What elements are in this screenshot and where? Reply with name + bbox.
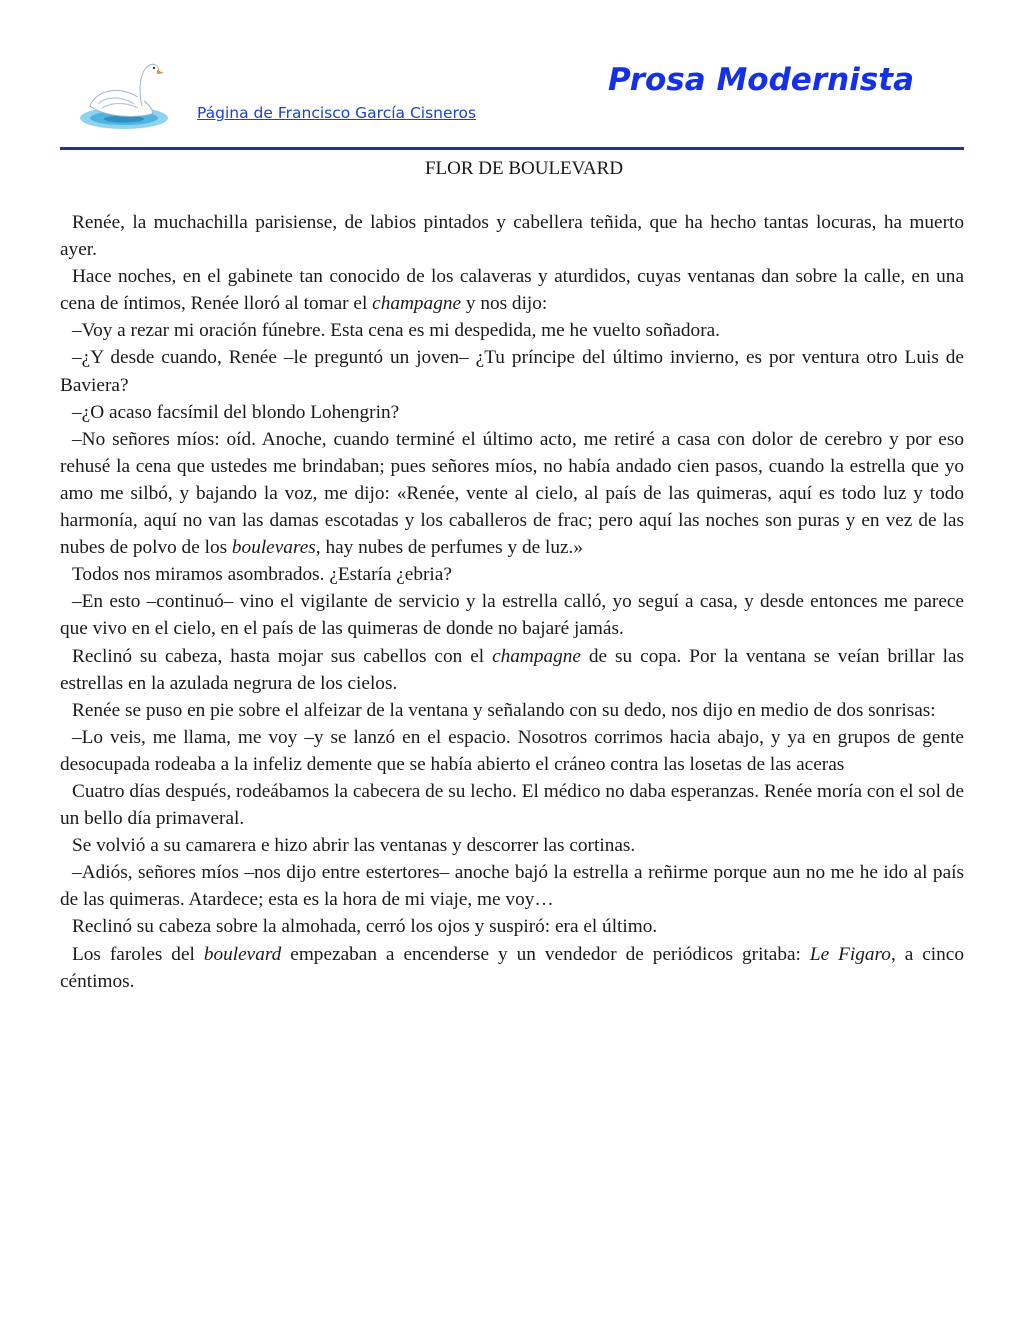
story-paragraph: –No señores míos: oíd. Anoche, cuando terminé el último acto, me retiré a casa con dolor de cerebro y por eso rehusé la cena que ustedes me brindaban; pues señores míos, no había andado cien pasos, cuando la estrella que yo amo me silbó, y bajando la voz, me dijo: «Renée, vente al cielo, al país de las quimeras, aquí es todo luz y todo harmonía, aquí no van las damas escotadas y los caballeros de frac; pero aquí las noches son puras y en vez de las nubes de polvo de los boulevares, hay nubes de perfumes y de luz.» bbox=[60, 428, 964, 559]
header-divider bbox=[60, 147, 964, 150]
story-paragraph: –En esto –continuó– vino el vigilante de servicio y la estrella calló, yo seguí a casa, y desde entonces me parece que vivo en el cielo, en el país de las quimeras de donde no bajaré jamás. bbox=[60, 591, 964, 640]
italic-text: champagne bbox=[372, 293, 462, 315]
story-paragraph: Cuatro días después, rodeábamos la cabecera de su lecho. El médico no daba esperanzas. Renée moría con el sol de un bello día primaveral. bbox=[60, 780, 964, 830]
story-paragraph: Hace noches, en el gabinete tan conocido de los calaveras y aturdidos, cuyas ventanas dan sobre la calle, en una cena de íntimos, Renée lloró al tomar el champagne y nos dijo: bbox=[60, 266, 964, 315]
story-paragraph: –¿Y desde cuando, Renée –le preguntó un joven– ¿Tu príncipe del último invierno, es por ventura otro Luis de Baviera? bbox=[60, 347, 964, 396]
story-paragraph: –¿O acaso facsímil del blondo Lohengrin? bbox=[72, 401, 400, 423]
story-paragraph: Reclinó su cabeza sobre la almohada, cerró los ojos y suspiró: era el último. bbox=[72, 916, 658, 938]
story-paragraph: Todos nos miramos asombrados. ¿Estaría ¿ebria? bbox=[72, 564, 452, 586]
swan-logo bbox=[76, 56, 176, 134]
author-page-link[interactable]: Página de Francisco García Cisneros bbox=[197, 104, 477, 122]
italic-text: boulevares bbox=[231, 537, 316, 559]
story-paragraph: Renée se puso en pie sobre el alfeizar de la ventana y señalando con su dedo, nos dijo en medio de dos sonrisas: bbox=[72, 699, 936, 721]
story-paragraph: –Voy a rezar mi oración fúnebre. Esta cena es mi despedida, me he vuelto soñadora. bbox=[72, 320, 721, 342]
site-title: Prosa Modernista bbox=[607, 62, 914, 98]
story-title: FLOR DE BOULEVARD bbox=[424, 158, 624, 179]
story-paragraph: Reclinó su cabeza, hasta mojar sus cabellos con el champagne de su copa. Por la ventana se veían brillar las estrellas en la azulada negrura de los cielos. bbox=[60, 645, 964, 694]
story-paragraph: –Adiós, señores míos –nos dijo entre estertores– anoche bajó la estrella a reñirme porque aun no me he ido al país de las quimeras. Atardece; esta es la hora de mi viaje, me voy… bbox=[60, 862, 964, 911]
italic-text: boulevard bbox=[203, 943, 282, 965]
italic-text: champagne bbox=[492, 645, 581, 667]
story-paragraph: Los faroles del boulevard empezaban a encenderse y un vendedor de periódicos gritaba: Le Figaro, a cinco céntimos. bbox=[60, 943, 965, 992]
story-paragraph: Renée, la muchachilla parisiense, de labios pintados y cabellera teñida, que ha hecho tantas locuras, ha muerto ayer. bbox=[60, 212, 964, 261]
story-paragraph: –Lo veis, me llama, me voy –y se lanzó en el espacio. Nosotros corrimos hacia abajo, y ya en grupos de gente desocupada rodeaba a la infeliz demente que se había abierto el cráneo contra las losetas de las aceras bbox=[60, 726, 964, 775]
story-paragraph: Se volvió a su camarera e hizo abrir las ventanas y descorrer las cortinas. bbox=[72, 835, 636, 857]
swan-icon bbox=[76, 56, 176, 134]
story-body bbox=[60, 209, 964, 995]
italic-text: Le Figaro bbox=[809, 943, 891, 965]
